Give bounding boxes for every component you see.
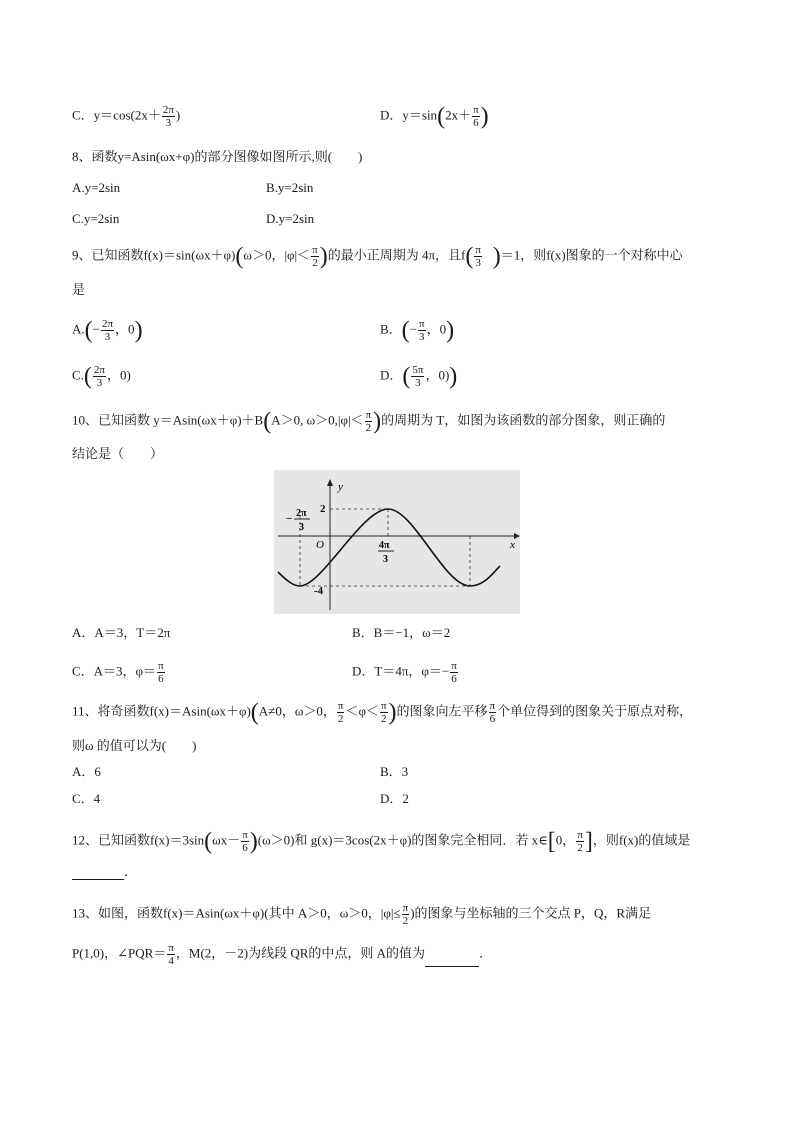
min-value-label: -4 — [314, 585, 324, 597]
q12-answer-line: ． — [72, 864, 137, 880]
q13-stem-line2: P(1,0)，∠PQR＝ $\frac{\pi}{4}$ ，M(2，－2)为线段 QR的中点，则 A的值为 ． — [72, 942, 493, 967]
x-axis-label: x — [510, 539, 515, 551]
q12-answer-blank[interactable] — [72, 879, 124, 880]
origin-label: O — [316, 539, 324, 551]
neg-tick-num: 2π — [296, 508, 307, 519]
q10-option-b: B．B＝−1，ω＝2 — [352, 625, 451, 640]
q9-option-a: A.(− $\frac{2\pi}{3}$ ，0) — [72, 317, 143, 344]
q7-option-d: D．y＝sin(2x＋ $\frac{\pi}{6}$ ) — [380, 103, 489, 130]
q8-option-b: B.y=2sin — [266, 180, 314, 195]
q10-sine-graph — [274, 470, 520, 614]
y-axis-arrow — [327, 479, 333, 486]
q10-stem: 10、已知函数 y＝Asin(ωx＋φ)＋B(A＞0, ω＞0,|φ|＜ $\frac{\pi}{2}$ )的周期为 T，如图为该函数的部分图象，则正确的 — [72, 408, 666, 435]
q10-option-d: D．T＝4π，φ＝− $\frac{\pi}{6}$ — [352, 660, 457, 685]
q9-stem: 9、已知函数f(x)＝sin(ωx＋φ)(ω＞0，|φ|＜ $\frac{\pi}{2}$ )的最小正周期为 4π，且f( $\frac{\pi}{3}$ )＝1，则f(x)图象的一个对称中心 — [72, 243, 683, 270]
q11-stem-line2: 则ω 的值可以为( ) — [72, 738, 197, 753]
neg-tick-den: 3 — [299, 522, 304, 533]
q9-option-b: B．(− $\frac{\pi}{3}$ ，0) — [380, 317, 455, 344]
q11-option-c: C．4 — [72, 791, 101, 806]
q11-option-d: D．2 — [380, 791, 409, 806]
q7-option-c: C．y＝cos(2x＋ $\frac{2\pi}{3}$ ) — [72, 104, 181, 129]
x-axis-arrow — [514, 533, 520, 539]
pos-tick-den: 3 — [383, 554, 388, 565]
q13-answer-blank[interactable] — [425, 966, 479, 967]
q11-stem: 11、将奇函数f(x)＝Asin(ωx＋φ)(A≠0，ω＞0， $\frac{\pi}{2}$ ＜φ＜ $\frac{\pi}{2}$ )的图象向左平移 $\frac{\pi}{6}$ 个单位得到的图象关于原点对称， — [72, 699, 693, 726]
pos-tick-num: 4π — [379, 540, 390, 551]
q8-option-a: A.y=2sin — [72, 180, 121, 195]
q8-option-c: C.y=2sin — [72, 211, 120, 226]
q12-stem: 12、已知函数f(x)＝3sin(ωx－ $\frac{\pi}{6}$ )(ω＞0)和 g(x)＝3cos(2x＋φ)的图象完全相同．若 x∈[0， $\frac{\pi}{2}$ ]，则f(x)的值域是 — [72, 828, 691, 855]
q10-option-a: A．A＝3，T＝2π — [72, 625, 171, 640]
q8-option-d: D.y=2sin — [266, 211, 315, 226]
q10-graph-figure — [274, 470, 520, 614]
q9-option-c: C.( $\frac{2\pi}{3}$ ，0) — [72, 363, 131, 390]
neg-sign-label: − — [286, 513, 293, 525]
q8-stem: 8、函数y=Asin(ωx+φ)的部分图像如图所示,则( ) — [72, 149, 363, 164]
max-value-label: 2 — [320, 503, 326, 515]
q11-option-b: B．3 — [380, 764, 409, 779]
q13-stem: 13、如图，函数f(x)＝Asin(ωx＋φ)(其中 A＞0，ω＞0，|φ|≤ $\frac{\pi}{2}$ )的图象与坐标轴的三个交点 P，Q，R满足 — [72, 902, 652, 927]
q9-option-d: D．( $\frac{5\pi}{3}$ ，0)) — [380, 363, 458, 390]
y-axis-label: y — [338, 481, 343, 493]
q9-stem-line2: 是 — [72, 282, 86, 297]
q10-option-c: C．A＝3，φ＝ $\frac{\pi}{6}$ — [72, 660, 164, 685]
q11-option-a: A．6 — [72, 764, 101, 779]
q10-stem-line2: 结论是（ ） — [72, 446, 164, 461]
